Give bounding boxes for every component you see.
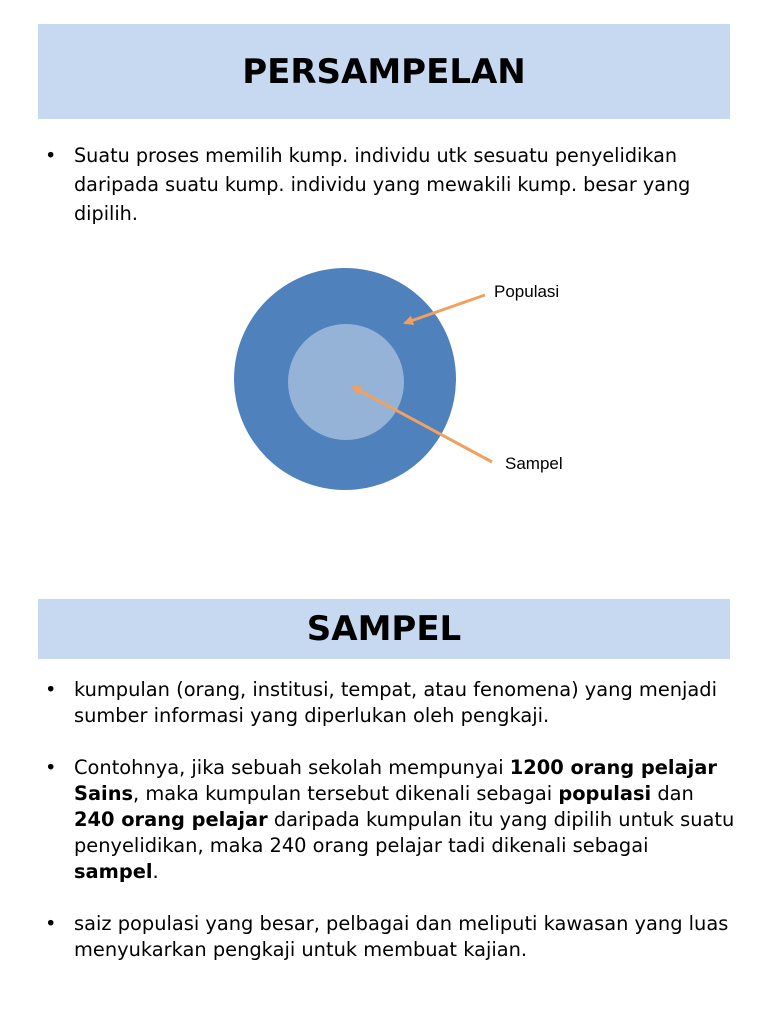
example-text-part: Contohnya, jika sebuah sekolah mempunyai <box>74 756 510 779</box>
example-bold-240: 240 orang pelajar <box>74 808 268 831</box>
bullet-icon: • <box>45 678 57 701</box>
list-item <box>38 141 738 228</box>
definition-text: Suatu proses memilih kump. individu utk sesuatu penyelidikan daripada suatu kump. individu yang mewakili kump. besar yang dipilih. <box>74 144 691 225</box>
heading-sampel: SAMPEL <box>306 609 462 649</box>
title-bar-sampel <box>38 599 730 659</box>
sampel-definition-text: kumpulan (orang, institusi, tempat, atau fenomena) yang menjadi sumber informasi yang diperlukan oleh pengkaji. <box>74 678 718 727</box>
bullet-icon: • <box>45 756 57 779</box>
list-item <box>38 677 738 729</box>
example-bold-1200: 1200 orang pelajar Sains <box>74 756 717 805</box>
bullet-icon: • <box>45 144 57 167</box>
example-text-part: . <box>152 860 159 883</box>
heading-persampelan: PERSAMPELAN <box>242 51 526 92</box>
populasi-label: Populasi <box>494 282 560 301</box>
example-bold-populasi: populasi <box>558 782 652 805</box>
definition-list <box>38 141 738 228</box>
example-text-part: daripada kumpulan itu yang dipilih untuk suatu penyelidikan, maka 240 orang pelajar tadi dikenali sebagai <box>74 808 735 857</box>
title-bar-persampelan <box>38 24 730 119</box>
list-item <box>38 911 738 963</box>
population-size-text: saiz populasi yang besar, pelbagai dan meliputi kawasan yang luas menyukarkan pengkaji untuk membuat kajian. <box>74 912 729 961</box>
population-sample-diagram <box>220 255 600 505</box>
sample-circle <box>288 324 404 440</box>
list-item <box>38 755 738 885</box>
example-text <box>74 756 734 883</box>
example-bold-sampel: sampel <box>74 860 153 883</box>
sampel-list <box>38 677 738 963</box>
example-text-part: dan <box>651 782 694 805</box>
sampel-label: Sampel <box>505 454 563 473</box>
bullet-icon: • <box>45 912 57 935</box>
example-text-part: , maka kumpulan tersebut dikenali sebagai <box>133 782 559 805</box>
